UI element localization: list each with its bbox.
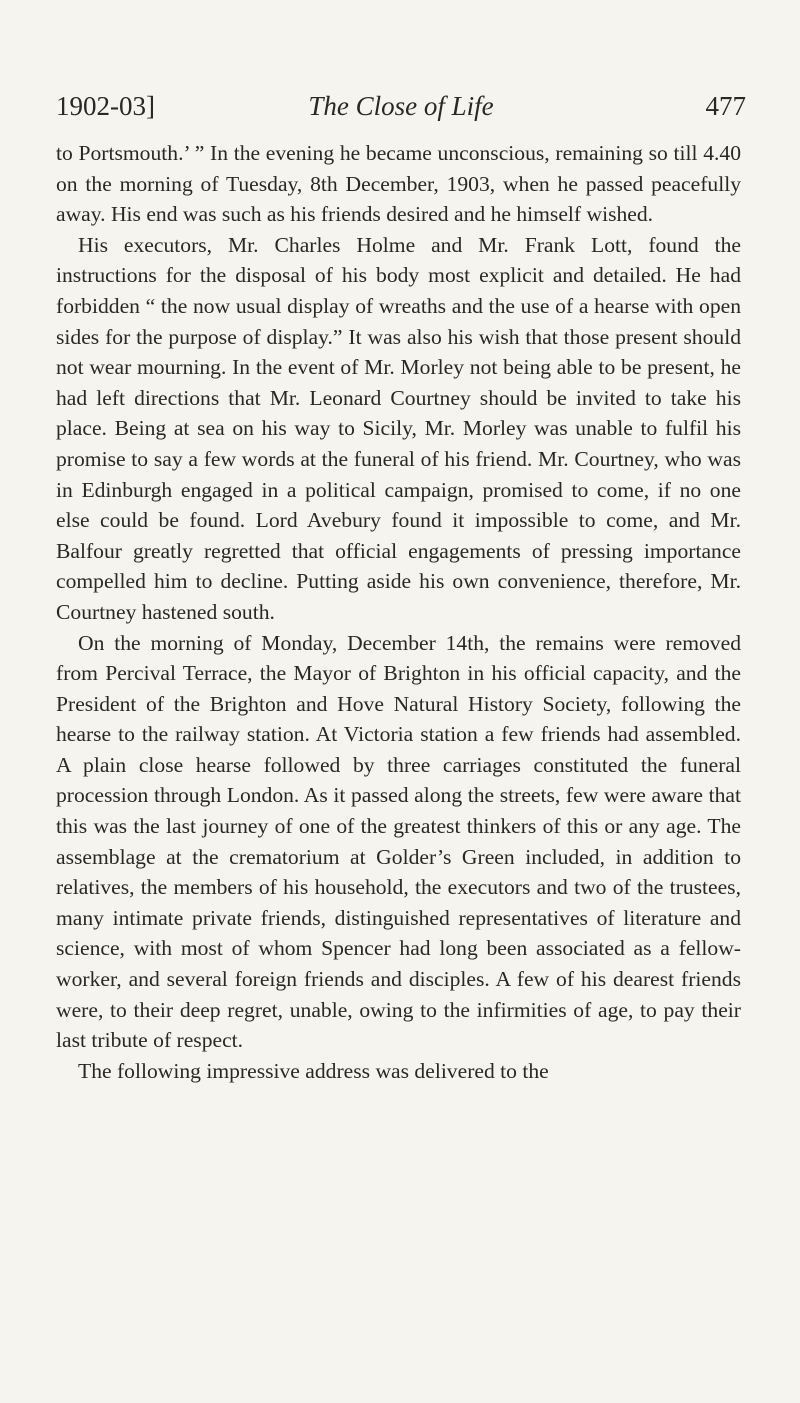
running-head-chapter-title: The Close of Life [308,91,494,121]
page-number: 477 [705,91,746,121]
running-head-years: 1902-03] [56,91,155,121]
paragraph: The following impressive address was delivered to the [78,1058,549,1083]
running-head [56,86,746,126]
body-text [56,138,741,1086]
paragraph: On the morning of Monday, December 14th, the remains were removed from Percival Terrace, the Mayor of Brighton in his official capacity, and the President of the Brighton and Hove Natural History Society, following the hearse to the railway station. At Victoria station a few friends had assembled. A plain close hearse followed by three carriages constituted the funeral procession through London. As it passed along the streets, few were aware that this was the last journey of one of the greatest thinkers of this or any age. The assemblage at the crematorium at Golder’s Green included, in addition to relatives, the members of his household, the executors and two of the trustees, many intimate private friends, distinguished representatives of literature and science, with most of whom Spencer had long been associated as a fellow-worker, and several foreign friends and disciples. A few of his dearest friends were, to their deep regret, unable, owing to the infirmities of age, to pay their last tribute of respect. [56,630,741,1053]
paragraph: His executors, Mr. Charles Holme and Mr. Frank Lott, found the instructions for the disposal of his body most explicit and detailed. He had forbidden “ the now usual display of wreaths and the use of a hearse with open sides for the purpose of display.” It was also his wish that those present should not wear mourning. In the event of Mr. Morley not being able to be present, he had left directions that Mr. Leonard Courtney should be invited to take his place. Being at sea on his way to Sicily, Mr. Morley was unable to fulfil his promise to say a few words at the funeral of his friend. Mr. Courtney, who was in Edinburgh engaged in a political campaign, promised to come, if no one else could be found. Lord Avebury found it impossible to come, and Mr. Balfour greatly regretted that official engagements of pressing importance compelled him to decline. Putting aside his own convenience, therefore, Mr. Courtney hastened south. [56,232,741,624]
paragraph: to Portsmouth.’ ” In the evening he became unconscious, remaining so till 4.40 on the morning of Tuesday, 8th December, 1903, when he passed peacefully away. His end was such as his friends desired and he himself wished. [56,141,741,227]
